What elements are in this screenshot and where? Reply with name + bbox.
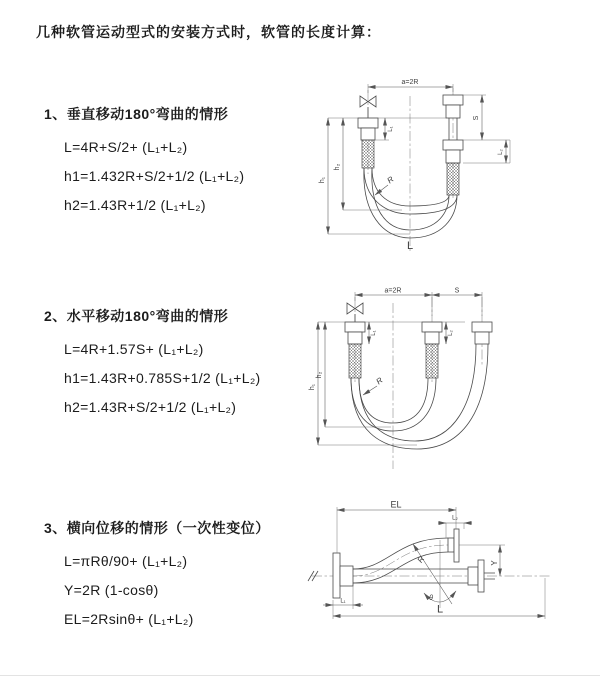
section-vertical-movement [44,104,244,220]
formula-y: Y=2R (1-cosθ) [64,582,159,598]
diagram-vertical-180-bend [312,72,590,260]
dim-label-l2: L₂ [448,330,454,336]
formula-length: L=πRθ/90+ (L₁+L₂) [64,553,188,569]
dim-label-h2: h₂ [316,371,323,379]
diagram-horizontal-180-bend [305,283,590,475]
dim-label-l1: L₁ [388,126,394,132]
length-label: L [406,240,414,252]
hose-curves [364,168,457,238]
dim-label-h1: h₁ [309,383,316,391]
hose-curves [351,344,488,449]
section-horizontal-movement [44,306,261,422]
section-2-heading: 2、水平移动180°弯曲的情形 [44,308,229,324]
dimensions [309,288,482,446]
radius-label: R [374,375,385,387]
dim-label-a2r: a=2R [401,79,419,86]
radius-label: R [385,174,396,186]
angle-label: θ [429,595,433,602]
formula-el: EL=2Rsinθ+ (L₁+L₂) [64,611,194,627]
formula-length: L=4R+1.57S+ (L₁+L₂) [64,341,204,357]
dim-label-l2: L₂ [498,149,504,155]
dim-label-s: S [473,115,480,121]
formula-h1: h1=1.432R+S/2+1/2 (L₁+L₂) [64,168,245,184]
left-fitting [345,322,365,378]
formula-h2: h2=1.43R+1/2 (L₁+L₂) [64,197,206,213]
formula-length: L=4R+S/2+ (L₁+L₂) [64,139,188,155]
section-lateral-displacement [44,518,270,634]
middle-fitting [422,322,442,378]
radius-label: R [415,554,427,565]
section-2-formulas [64,335,261,422]
formula-h1: h1=1.43R+0.785S+1/2 (L₁+L₂) [64,370,261,386]
centerlines [355,297,482,469]
dim-label-y: Y [490,560,499,566]
section-1-formulas [64,133,244,220]
left-flange [333,553,353,598]
curved-hose-displaced-position [353,529,459,583]
section-3-formulas [64,547,270,634]
right-fitting [443,95,463,195]
right-fitting-moved-position [472,322,492,344]
dim-label-h2: h₂ [334,163,341,171]
page-title: 几种软管运动型式的安装方式时，软管的长度计算： [36,24,381,40]
dim-label-s: S [454,287,460,295]
left-fitting [358,118,378,168]
dim-label-l1: L₁ [371,330,377,336]
dim-label-l2: L₂ [452,515,458,522]
dim-label-h1: h₁ [319,176,326,184]
dim-label-l: L [436,603,444,616]
section-3-heading: 3、横向位移的情形（一次性变位） [44,520,270,536]
centerlines [368,88,453,252]
dim-label-l1: L₁ [340,598,346,605]
diagram-lateral-displacement [300,498,595,646]
formula-h2: h2=1.43R+S/2+1/2 (L₁+L₂) [64,399,237,415]
dim-label-el: EL [390,499,402,510]
dimensions [319,79,510,252]
dim-label-a2r: a=2R [384,287,402,295]
section-1-heading: 1、垂直移动180°弯曲的情形 [44,106,229,122]
